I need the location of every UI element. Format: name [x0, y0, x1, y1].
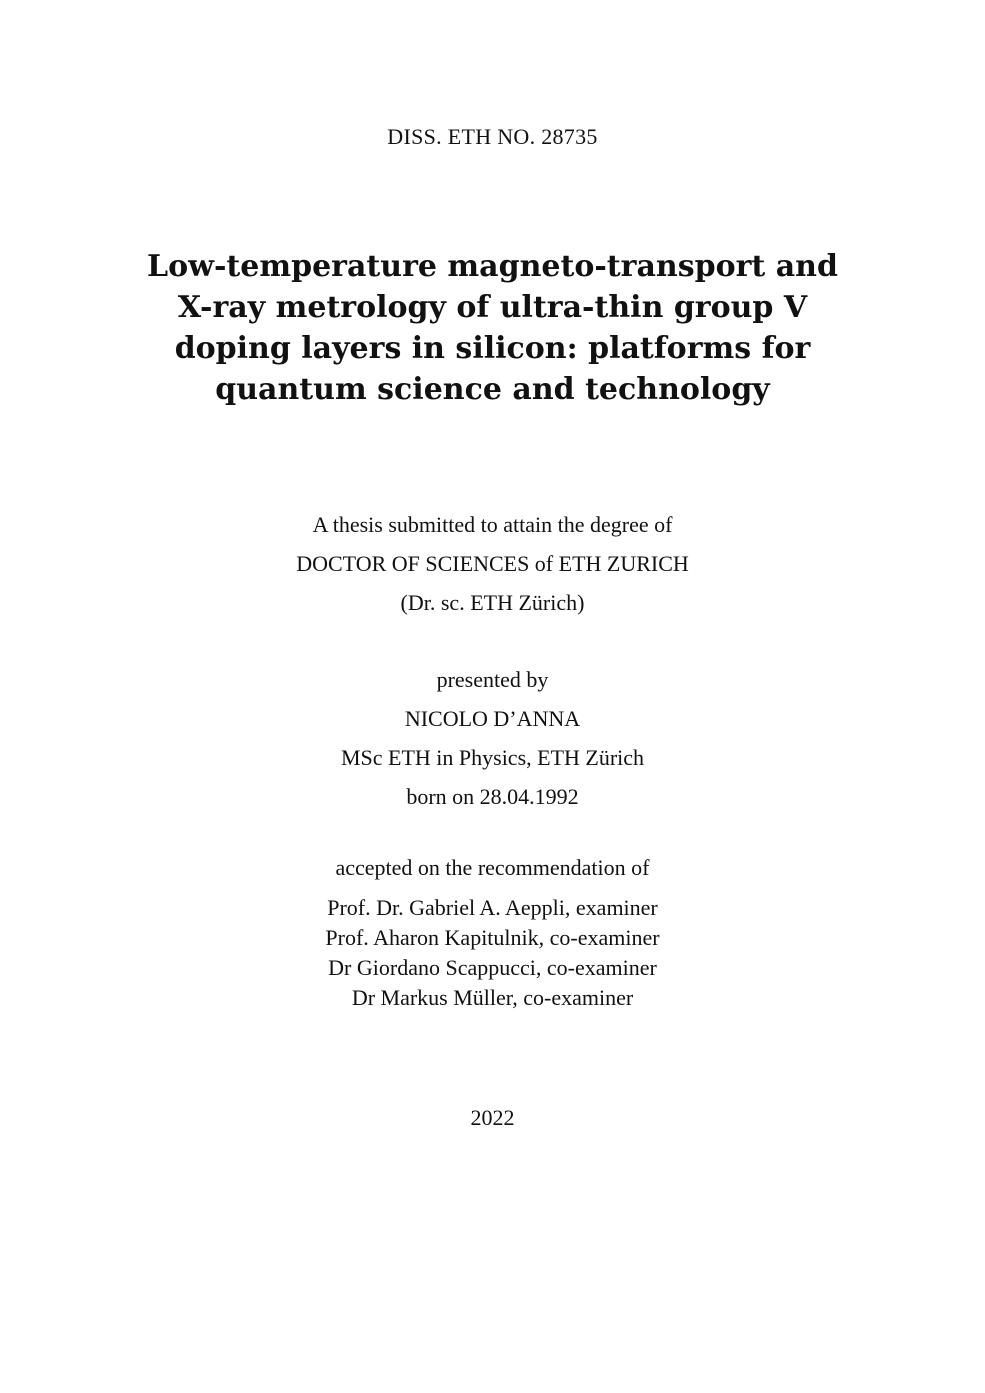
author-birthdate: born on 28.04.1992 — [406, 784, 579, 809]
author-block — [0, 660, 985, 816]
degree-statement — [0, 505, 985, 622]
title-line: doping layers in silicon: platforms for — [174, 331, 811, 366]
examiner-entry: Dr Giordano Scappucci, co-examiner — [328, 955, 657, 980]
title-line: quantum science and technology — [215, 372, 770, 407]
title-line: X-ray metrology of ultra-thin group V — [177, 290, 808, 325]
examiner-list — [0, 893, 985, 1013]
degree-abbreviation: (Dr. sc. ETH Zürich) — [400, 590, 585, 615]
examiner-entry: Prof. Aharon Kapitulnik, co-examiner — [325, 925, 660, 950]
examiner-entry: Dr Markus Müller, co-examiner — [351, 985, 634, 1010]
title-line: Low-temperature magneto-transport and — [147, 249, 838, 284]
examiner-entry: Prof. Dr. Gabriel A. Aeppli, examiner — [327, 895, 658, 920]
author-name: NICOLO D’ANNA — [404, 706, 581, 731]
recommendation-label: accepted on the recommendation of — [335, 855, 650, 880]
degree-intro: A thesis submitted to attain the degree of — [312, 512, 673, 537]
degree-name: DOCTOR OF SCIENCES of ETH ZURICH — [296, 551, 689, 576]
publication-year: 2022 — [470, 1105, 515, 1130]
thesis-title — [0, 246, 985, 410]
presented-by-label: presented by — [436, 667, 549, 692]
author-qualification: MSc ETH in Physics, ETH Zürich — [340, 745, 645, 770]
dissertation-number: DISS. ETH NO. 28735 — [387, 124, 598, 149]
